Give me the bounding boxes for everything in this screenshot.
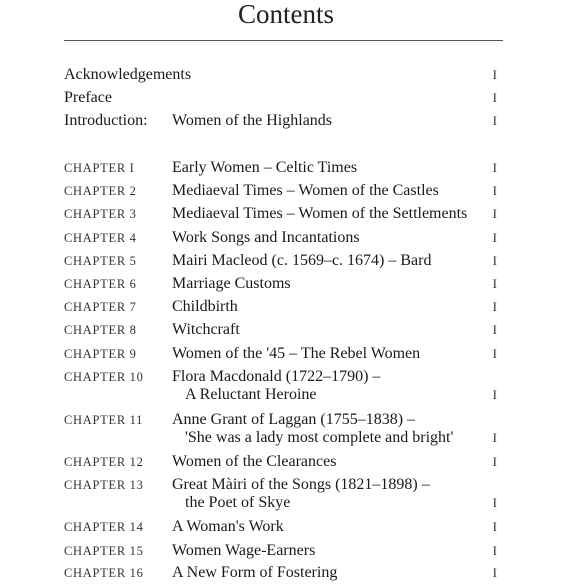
toc-page-number: I <box>492 543 497 558</box>
chapter-title: Women of the Clearances <box>172 453 337 470</box>
chapter-title: Women Wage-Earners <box>172 542 316 559</box>
chapter-title-continuation: 'She was a lady most complete and bright' <box>185 429 454 446</box>
chapter-title: A New Form of Fostering <box>172 564 338 581</box>
toc-page-number: I <box>492 495 497 510</box>
toc-page-number: I <box>492 322 497 337</box>
chapter-title: Great Màiri of the Songs (1821–1898) – <box>172 476 430 493</box>
toc-page-number: I <box>492 183 497 198</box>
toc-page-number: I <box>492 276 497 291</box>
toc-entry-label: Introduction: <box>64 112 148 129</box>
chapter-title-continuation: the Poet of Skye <box>185 494 291 511</box>
toc-entry-title: Acknowledgements <box>64 66 192 83</box>
toc-page-number: I <box>492 160 497 175</box>
toc-page-number: I <box>492 90 497 105</box>
chapter-title-continuation: A Reluctant Heroine <box>185 386 317 403</box>
toc-page-number: I <box>492 519 497 534</box>
toc-entry-title: Preface <box>64 89 112 106</box>
toc-page-number: I <box>492 565 497 580</box>
chapter-title: Mediaeval Times – Women of the Castles <box>172 182 439 199</box>
chapter-title: Childbirth <box>172 298 238 315</box>
toc-entry-title: Women of the Highlands <box>172 112 333 129</box>
chapter-label: CHAPTER 4 <box>64 231 137 245</box>
chapter-title: Work Songs and Incantations <box>172 229 360 246</box>
chapter-title: Flora Macdonald (1722–1790) – <box>172 368 381 385</box>
chapter-label: CHAPTER 5 <box>64 254 137 268</box>
toc-page-number: I <box>492 230 497 245</box>
chapter-label: CHAPTER 3 <box>64 207 137 221</box>
chapter-title: Witchcraft <box>172 321 240 338</box>
toc-page-number: I <box>492 454 497 469</box>
title-divider <box>64 40 503 41</box>
toc-page-number: I <box>492 253 497 268</box>
chapter-label: CHAPTER I <box>64 161 135 175</box>
chapter-label: CHAPTER 6 <box>64 277 137 291</box>
chapter-title: A Woman's Work <box>172 518 284 535</box>
toc-page-number: I <box>492 430 497 445</box>
chapter-label: CHAPTER 12 <box>64 455 144 469</box>
chapter-label: CHAPTER 10 <box>64 370 144 384</box>
toc-page-number: I <box>492 113 497 128</box>
chapter-label: CHAPTER 16 <box>64 566 144 580</box>
chapter-title: Mairi Macleod (c. 1569–c. 1674) – Bard <box>172 252 432 269</box>
chapter-label: CHAPTER 8 <box>64 323 137 337</box>
chapter-title: Women of the '45 – The Rebel Women <box>172 345 421 362</box>
chapter-title: Early Women – Celtic Times <box>172 159 358 176</box>
page-title: Contents <box>237 0 334 29</box>
chapter-label: CHAPTER 15 <box>64 544 144 558</box>
chapter-title: Anne Grant of Laggan (1755–1838) – <box>172 411 416 428</box>
chapter-label: CHAPTER 13 <box>64 478 144 492</box>
chapter-label: CHAPTER 11 <box>64 413 144 427</box>
chapter-title: Marriage Customs <box>172 275 291 292</box>
toc-page-number: I <box>492 206 497 221</box>
chapter-label: CHAPTER 9 <box>64 347 137 361</box>
toc-page-number: I <box>492 387 497 402</box>
toc-page-number: I <box>492 299 497 314</box>
chapter-label: CHAPTER 2 <box>64 184 137 198</box>
chapter-title: Mediaeval Times – Women of the Settlements <box>172 205 468 222</box>
toc-page-number: I <box>492 67 497 82</box>
toc-page-number: I <box>492 346 497 361</box>
chapter-label: CHAPTER 14 <box>64 520 144 534</box>
chapter-label: CHAPTER 7 <box>64 300 137 314</box>
